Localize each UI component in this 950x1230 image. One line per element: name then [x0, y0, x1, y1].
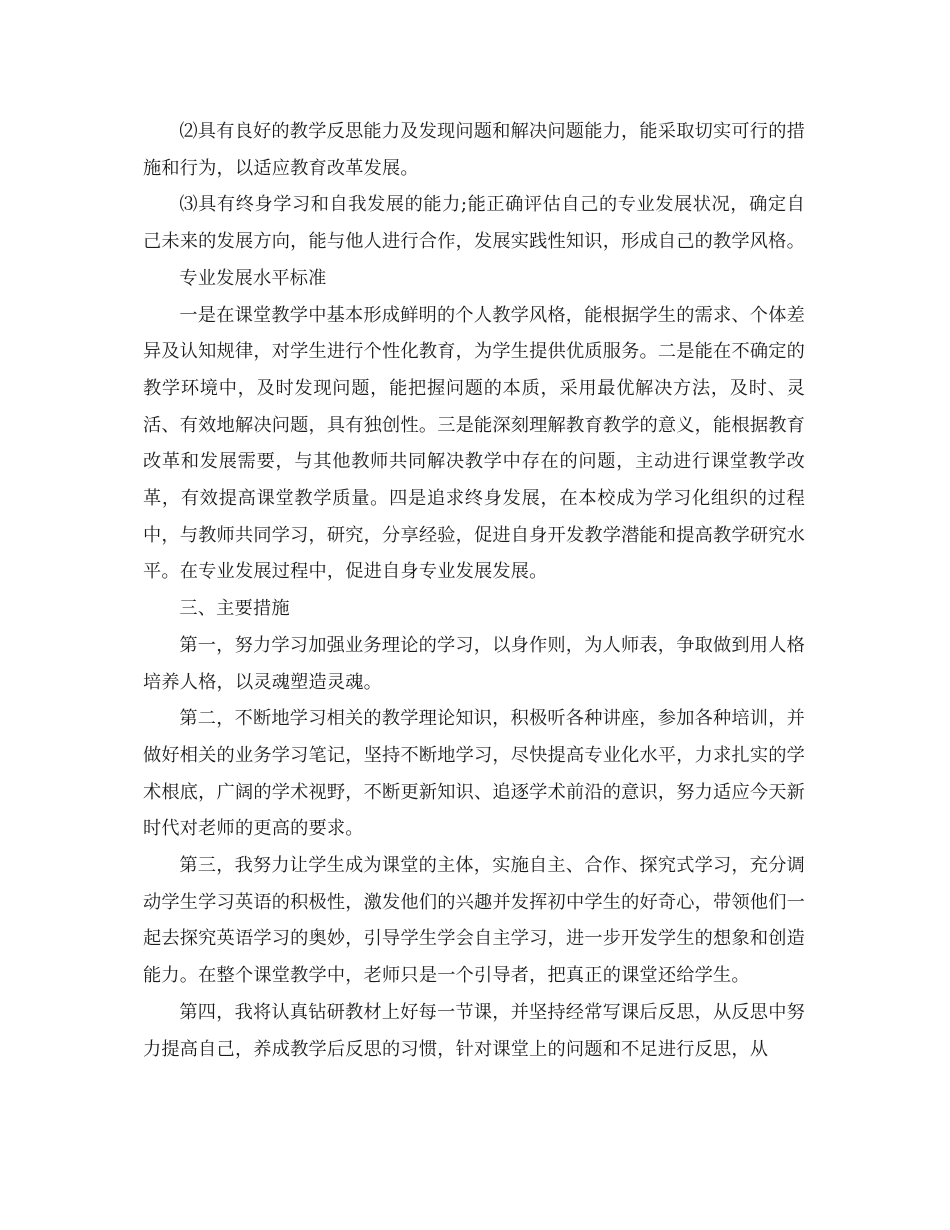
paragraph-ability-2: ⑵具有良好的教学反思能力及发现问题和解决问题能力，能采取切实可行的措施和行为，以适应教育改革发展。 — [143, 121, 805, 179]
paragraph-standards: 一是在课堂教学中基本形成鲜明的个人教学风格，能根据学生的需求、个体差异及认知规律，对学生进行个性化教育，为学生提供优质服务。二是能在不确定的教学环境中，及时发现问题，能把握问题的本质，采用最优解决方法，及时、灵活、有效地解决问题，具有独创性。三是能深刻理解教育教学的意义，能根据教育改革和发展需要，与其他教师共同解决教学中存在的问题，主动进行课堂教学改革，有效提高课堂教学质量。四是追求终身发展，在本校成为学习化组织的过程中，与教师共同学习，研究，分享经验，促进自身开发教学潜能和提高教学研究水平。在专业发展过程中，促进自身专业发展发展。 — [143, 304, 805, 583]
section-heading-standards: 专业发展水平标准 — [179, 267, 327, 289]
paragraph-measure-4: 第四，我将认真钻研教材上好每一节课，并坚持经常写课后反思，从反思中努力提高自己，养成教学后反思的习惯，针对课堂上的问题和不足进行反思，从 — [143, 1001, 805, 1060]
document-body — [143, 114, 805, 1068]
paragraph-measure-3: 第三，我努力让学生成为课堂的主体，实施自主、合作、探究式学习，充分调动学生学习英语的积极性，激发他们的兴趣并发挥初中学生的好奇心，带领他们一起去探究英语学习的奥妙，引导学生学会自主学习，进一步开发学生的想象和创造能力。在整个课堂教学中，老师只是一个引导者，把真正的课堂还给学生。 — [143, 855, 805, 987]
paragraph-measure-2: 第二，不断地学习相关的教学理论知识，积极听各种讲座，参加各种培训，并做好相关的业务学习笔记，坚持不断地学习，尽快提高专业化水平，力求扎实的学术根底，广阔的学术视野，不断更新知识、追逐学术前沿的意识，努力适应今天新时代对老师的更高的要求。 — [143, 708, 805, 840]
paragraph-measure-1: 第一，努力学习加强业务理论的学习，以身作则，为人师表，争取做到用人格培养人格，以灵魂塑造灵魂。 — [143, 634, 805, 693]
paragraph-ability-3: ⑶具有终身学习和自我发展的能力;能正确评估自己的专业发展状况，确定自己未来的发展方向，能与他人进行合作，发展实践性知识，形成自己的教学风格。 — [143, 194, 805, 253]
section-heading-measures: 三、主要措施 — [179, 598, 290, 620]
